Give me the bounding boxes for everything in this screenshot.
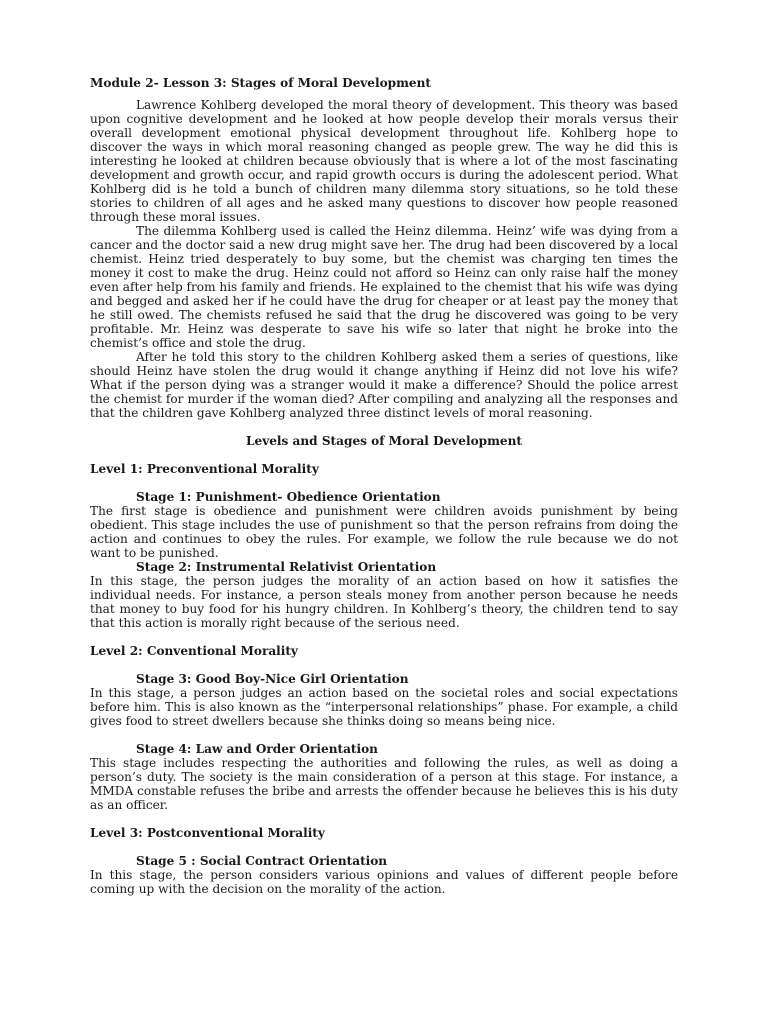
stage-3-heading: Stage 3: Good Boy-Nice Girl Orientation xyxy=(136,672,409,686)
stage-4-text: This stage includes respecting the authorities and following the rules, as well as doing a person’s duty. The society is the main consideration of a person at this stage. For instance, a MMDA constable refuses the bribe and arrests the offender because he believes this is his duty as an officer. xyxy=(90,756,678,812)
intro-paragraph-3: After he told this story to the children Kohlberg asked them a series of questions, like should Heinz have stolen the drug would it change anything if Heinz did not love his wife? What if the person dying was a stranger would it make a difference? Should the police arrest the chemist for murder if the woman died? After compiling and analyzing all the responses and that the children gave Kohlberg analyzed three distinct levels of moral reasoning. xyxy=(90,350,678,420)
stage-4-heading: Stage 4: Law and Order Orientation xyxy=(136,742,378,756)
intro-paragraph-2: The dilemma Kohlberg used is called the Heinz dilemma. Heinz’ wife was dying from a cancer and the doctor said a new drug might save her. The drug had been discovered by a local chemist. Heinz tried desperately to buy some, but the chemist was charging ten times the money it cost to make the drug. Heinz could not afford so Heinz can only raise half the money even after help from his family and friends. He explained to the chemist that his wife was dying and begged and asked her if he could have the drug for cheaper or at least pay the money that he still owed. The chemists refused he said that the drug he discovered was going to be very profitable. Mr. Heinz was desperate to save his wife so later that night he broke into the chemist’s office and stole the drug. xyxy=(90,224,678,350)
stage-5-heading: Stage 5 : Social Contract Orientation xyxy=(136,854,388,868)
stage-1-text: The first stage is obedience and punishment were children avoids punishment by being obedient. This stage includes the use of punishment so that the person refrains from doing the action and continues to obey the rules. For example, we follow the rule because we do not want to be punished. xyxy=(90,504,678,560)
stage-3-text: In this stage, a person judges an action based on the societal roles and social expectations before him. This is also known as the “interpersonal relationships” phase. For example, a child gives food to street dwellers because she thinks doing so means being nice. xyxy=(90,686,678,728)
level-2-heading: Level 2: Conventional Morality xyxy=(90,644,298,658)
document-page xyxy=(90,76,678,896)
stage-2-heading: Stage 2: Instrumental Relativist Orientation xyxy=(136,560,437,574)
level-3-heading: Level 3: Postconventional Morality xyxy=(90,826,325,840)
stage-2-text: In this stage, the person judges the morality of an action based on how it satisfies the individual needs. For instance, a person steals money from another person because he needs that money to buy food for his hungry children. In Kohlberg’s theory, the children tend to say that this action is morally right because of the serious need. xyxy=(90,574,678,630)
intro-paragraph-1: Lawrence Kohlberg developed the moral theory of development. This theory was based upon cognitive development and he looked at how people develop their morals versus their overall development emotional physical development throughout life. Kohlberg hope to discover the ways in which moral reasoning changed as people grew. The way he did this is interesting he looked at children because obviously that is where a lot of the most fascinating development and growth occur, and rapid growth occurs is during the adolescent period. What Kohlberg did is he told a bunch of children many dilemma story situations, so he told these stories to children of all ages and he asked many questions to discover how people reasoned through these moral issues. xyxy=(90,98,678,224)
levels-heading: Levels and Stages of Moral Development xyxy=(246,434,522,448)
stage-1-heading: Stage 1: Punishment- Obedience Orientation xyxy=(136,490,441,504)
level-1-heading: Level 1: Preconventional Morality xyxy=(90,462,319,476)
module-title: Module 2- Lesson 3: Stages of Moral Development xyxy=(90,76,431,90)
stage-5-text: In this stage, the person considers various opinions and values of different people before coming up with the decision on the morality of the action. xyxy=(90,868,678,896)
